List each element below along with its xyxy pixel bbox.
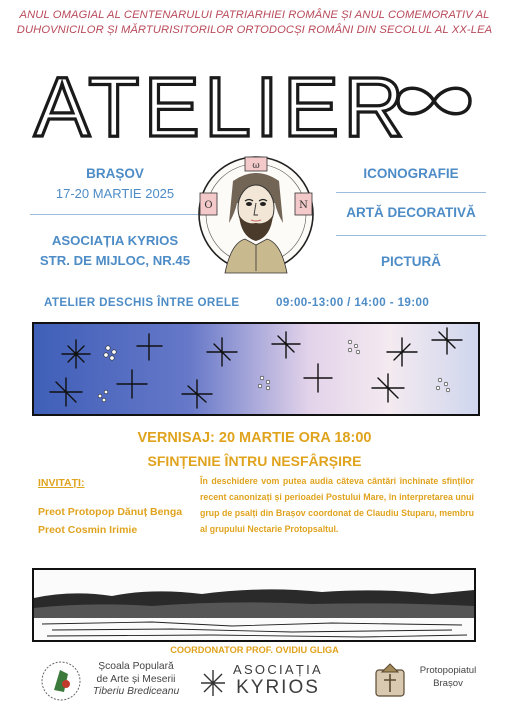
event-description: În deschidere vom putea audia câteva cântări închinate sfinților recent canonizați și perioadei Postului Mare, în interpretarea unui grup de psalți din Brașov coordonat de Claudiu Stuparu, membru al grupului Nectarie Protopsaltul. (200, 476, 474, 534)
address: STR. DE MIJLOC, NR.45 (39, 253, 191, 268)
category-iconografie: ICONOGRAFIE (363, 166, 459, 181)
organization: ASOCIAȚIA KYRIOS (51, 233, 179, 248)
icon-letter-top: ω (252, 161, 260, 171)
protopopiat-line-1: Protopopiatul (419, 665, 477, 676)
kyrios-label-top: ASOCIAȚIA (232, 662, 324, 677)
icon-letter-right: N (299, 200, 308, 211)
hours-times: 09:00-13:00 / 14:00 - 19:00 (276, 296, 430, 309)
divider (336, 192, 486, 193)
guest-name: Preot Protopop Dănuț Benga (38, 506, 183, 518)
hours-label: ATELIER DESCHIS ÎNTRE ORELE (44, 296, 240, 309)
starry-sky-painting (32, 322, 480, 416)
kyrios-logo-icon (198, 668, 228, 698)
exhibition-title: SFINȚENIE ÎNTRU NESFÂRȘIRE (147, 453, 362, 469)
atelier-title (30, 58, 410, 148)
title-text: ATELIER (34, 60, 404, 148)
icon-letter-left: O (204, 200, 213, 211)
category-arta-decorativa: ARTĂ DECORATIVĂ (346, 205, 476, 220)
header-subtitle (0, 8, 509, 38)
divider (30, 214, 198, 215)
guest-name: Preot Cosmin Irimie (38, 524, 138, 536)
school-line-1: Școala Populară (98, 661, 174, 672)
protopopiat-line-2: Brașov (433, 678, 463, 689)
landscape-drawing (32, 568, 476, 642)
school-line-3: Tiberiu Brediceanu (92, 686, 180, 697)
protopopiat-name (408, 664, 488, 690)
header-line-1: ANUL OMAGIAL AL CENTENARULUI PATRIARHIEI ROMÂNE ȘI ANUL COMEMORATIV AL (19, 9, 490, 21)
city: BRAȘOV (86, 166, 144, 181)
school-name (76, 661, 196, 699)
guests-label: INVITAȚI: (38, 477, 85, 489)
vernisaj-date: VERNISAJ: 20 MARTIE ORA 18:00 (137, 430, 372, 446)
header-line-2: DUHOVNICILOR ȘI MĂRTURISITORILOR ORTODOCȘI ROMÂNI DIN SECOLUL AL XX-LEA (16, 24, 493, 36)
christ-icon-drawing (195, 153, 317, 275)
infinity-icon (392, 78, 476, 124)
school-line-2: de Arte și Meserii (96, 673, 176, 685)
kyrios-label-main: KYRIOS (236, 677, 320, 698)
protopopiat-crest-icon (370, 660, 410, 700)
dates: 17-20 MARTIE 2025 (55, 186, 175, 201)
divider (336, 235, 486, 236)
category-pictura: PICTURĂ (381, 254, 441, 269)
coordinator: COORDONATOR PROF. OVIDIU GLIGA (170, 645, 339, 655)
